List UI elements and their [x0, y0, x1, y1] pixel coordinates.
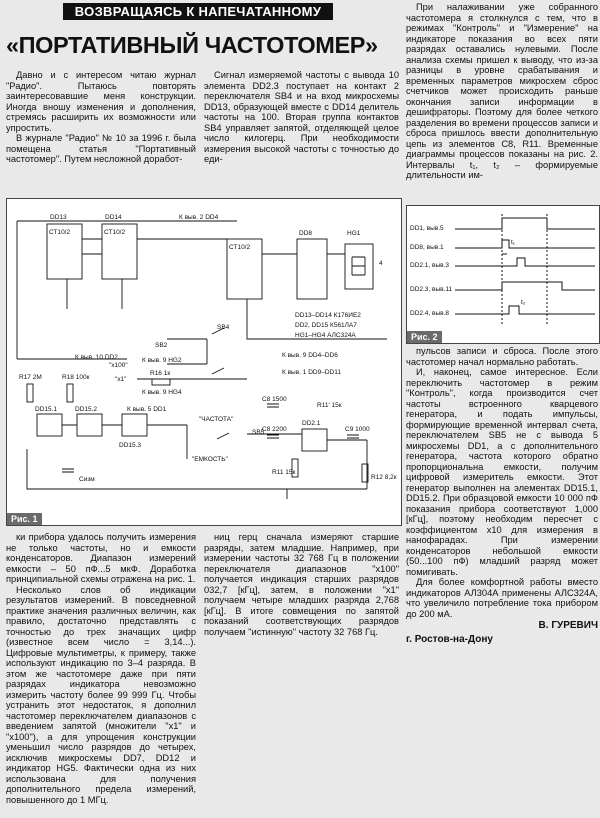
part-label: R12 8,2к: [371, 474, 397, 481]
author-signature: В. ГУРЕВИЧ: [538, 620, 598, 631]
part-label: R18 100к: [62, 374, 90, 381]
interval-label: t₂: [521, 299, 526, 306]
article-column-3: [406, 2, 598, 181]
part-label: R16 1к: [150, 370, 171, 377]
timing-row-label: DD1, выв.5: [410, 225, 444, 232]
schematic-drawing: [7, 199, 401, 525]
timing-row-label: DD8, выв.1: [410, 244, 444, 251]
part-label: R11 15к: [272, 469, 296, 476]
pin-label: К выв. 9 HG2: [142, 357, 182, 364]
article-headline: «ПОРТАТИВНЫЙ ЧАСТОТОМЕР»: [6, 32, 378, 58]
type-list: HG1–HG4 АЛС324А: [295, 332, 356, 339]
figure-2-timing: [406, 205, 600, 344]
chip-label: DD8: [299, 230, 313, 237]
paragraph: И, наконец, самое интересное. Если переключить частотомер в режим "Контроль", когда производится счет частоты встроенного кварцевого генератора, и подать импульсы, формирующие временной интервал счета, переключателем SB5 не с вывода 5 микросхемы DD1, а с дополнительного генератора, частота которого обратно пропорциональна емкости, получим цифровой измеритель емкости. Этот генератор выполнен на элементах DD15.1, DD15.2. При образцовой емкости 10 000 пФ показания прибора соответствуют 1,000 [кГц], поэтому необходим пересчет с коэффициентом x10 для измерения в нанофарадах. При измерении конденсаторов небольшой емкости (50...100 пФ) младший разряд может помигивать.: [406, 367, 598, 577]
switch-label: "ЕМКОСТЬ": [192, 456, 228, 463]
pin-label: К выв. 10 DD2: [75, 354, 118, 361]
article-column-2: [204, 70, 399, 165]
part-label: DD15.2: [75, 406, 98, 413]
capacitor-label: Сизм: [79, 476, 95, 483]
author-city: г. Ростов-на-Дону: [406, 633, 493, 645]
pin-label: К выв. 9 DD4–DD6: [282, 352, 338, 359]
pin-label: К выв. 2 DD4: [179, 214, 219, 221]
paragraph: Несколько слов об индикации результатов измерений. В повседневной практике значения различных величин, как правило, достаточно представлять с точностью до трех значащих цифр (известное всем число = 3,14...). Цифровые мультиметры, к примеру, также используют индикацию по 3–4 разряда. В этом же частотомере даже при пяти разрядах индикатора невозможно измерить частоту более 99 999 Гц. Чтобы устранить этот недостаток, я дополнил частотомер переключателем диапазонов с введением запятой (множители "x1" и "x100"), а для упрощения конструкции уменьшил число разрядов до четырех, исключив микросхемы DD7, DD12 и индикатор HG5. Фактически одна из них использована для получения дополнительного предела измерений, повышенного до 1 МГц.: [6, 584, 196, 805]
part-label: SB2: [155, 342, 168, 349]
part-label: DD15.3: [119, 442, 142, 449]
figure-1-schematic: [6, 198, 402, 526]
article-bottom-column-2: [204, 532, 399, 637]
type-list: DD2, DD15 К561ЛА7: [295, 322, 357, 329]
article-column-4: [406, 346, 598, 645]
type-list: DD13–DD14 К176ИЕ2: [295, 312, 361, 319]
figure-caption: Рис. 2: [407, 331, 442, 343]
pin-label: К выв. 9 HG4: [142, 389, 182, 396]
chip-label: DD14: [105, 214, 122, 221]
switch-label: "x1": [115, 376, 127, 383]
pin-number: 4: [379, 260, 383, 267]
part-label: DD15.1: [35, 406, 58, 413]
part-label: C8 2200: [262, 426, 287, 433]
timing-row-label: DD2.1, выв.3: [410, 262, 450, 269]
chip-label: HG1: [347, 230, 361, 237]
switch-label: "ЧАСТОТА": [199, 416, 234, 423]
part-label: C9 1000: [345, 426, 370, 433]
paragraph: Сигнал измеряемой частоты с вывода 10 элемента DD2.3 поступает на контакт 2 переключателя SB4 и на вход микросхемы DD13, образующей вместе с DD14 делитель частоты на 100. Вторая группа контактов SB4 управляет запятой, отделяющей целое число килогерц. При необходимости измерения высокой частоты с точностью до еди-: [204, 70, 399, 164]
interval-label: t₁: [511, 239, 515, 246]
part-label: SB4: [217, 324, 230, 331]
paragraph: При налаживании уже собранного частотомера я столкнулся с тем, что в режимах "Контроль" и "Измерение" на индикаторе показания во всех пяти разрядах оставались нулевыми. После анализа схемы пришел к выводу, что из-за разницы в уровне срабатывания и временных параметров микросхем сброс счетчиков может происходить раньше окончания записи информации в дешифраторы. Поэтому для более четкого разделения во времени процессов записи и сброса пришлось ввести дополнительную цепь из элементов C8, R11. Временные диаграммы процессов показаны на рис. 2. Интервалы t₁, t₂ – формируемые длительности им-: [406, 2, 598, 180]
paragraph: Для более комфортной работы вместо индикаторов АЛ304А применены АЛС324А, что увеличило потребление тока прибором до 200 мА.: [406, 577, 598, 619]
part-label: C8 1500: [262, 396, 287, 403]
chip-type-label: СТ10/2: [49, 229, 71, 236]
article-column-1: [6, 70, 196, 165]
paragraph: В журнале "Радио" № 10 за 1996 г. была помещена статья "Портативный частотомер". Путем несложной доработ-: [6, 133, 196, 164]
part-label: DD2.1: [302, 420, 321, 427]
paragraph: ниц герц сначала измеряют старшие разряды, затем младшие. Например, при измерении частоты 32 768 Гц в положении переключателя диапазонов "x100" получается индикация старших разрядов 032,7 [кГц], затем, в положении "x1" получаем четыре младших разряда 2,768 [кГц]. В итоге совмещения по запятой показаний соответствующих разрядов получаем "истинную" частоту 32 768 Гц.: [204, 532, 399, 637]
pin-label: К выв. 1 DD9–DD11: [282, 369, 341, 376]
timing-drawing: [407, 206, 599, 343]
rubric-banner: ВОЗВРАЩАЯСЬ К НАПЕЧАТАННОМУ: [63, 3, 333, 20]
switch-label: "x100": [109, 362, 128, 369]
chip-label: DD13: [50, 214, 67, 221]
chip-type-label: СТ10/2: [104, 229, 126, 236]
part-label: SB5: [252, 429, 265, 436]
timing-row-label: DD2.4, выв.8: [410, 310, 450, 317]
part-label: R17 2М: [19, 374, 42, 381]
paragraph: Давно и с интересом читаю журнал "Радио". Пытаюсь повторять заинтересовавшие меня конструкции. Иногда вношу изменения и дополнения, стремясь расширить их возможности или упростить.: [6, 70, 196, 133]
timing-row-label: DD2.3, выв.11: [410, 286, 453, 293]
paragraph: ки прибора удалось получить измерения не только частоты, но и емкости конденсаторов. Диапазон измерений емкости – 50 пФ...5 мкФ. Доработка принципиальной схемы отражена на рис. 1.: [6, 532, 196, 584]
figure-caption: Рис. 1: [7, 513, 42, 525]
pin-label: К выв. 5 DD1: [127, 406, 167, 413]
part-label: R11' 15к: [317, 402, 342, 409]
chip-type-label: СТ10/2: [229, 244, 251, 251]
article-bottom-column-1: [6, 532, 196, 805]
paragraph: пульсов записи и сброса. После этого частотомер начал нормально работать.: [406, 346, 598, 367]
